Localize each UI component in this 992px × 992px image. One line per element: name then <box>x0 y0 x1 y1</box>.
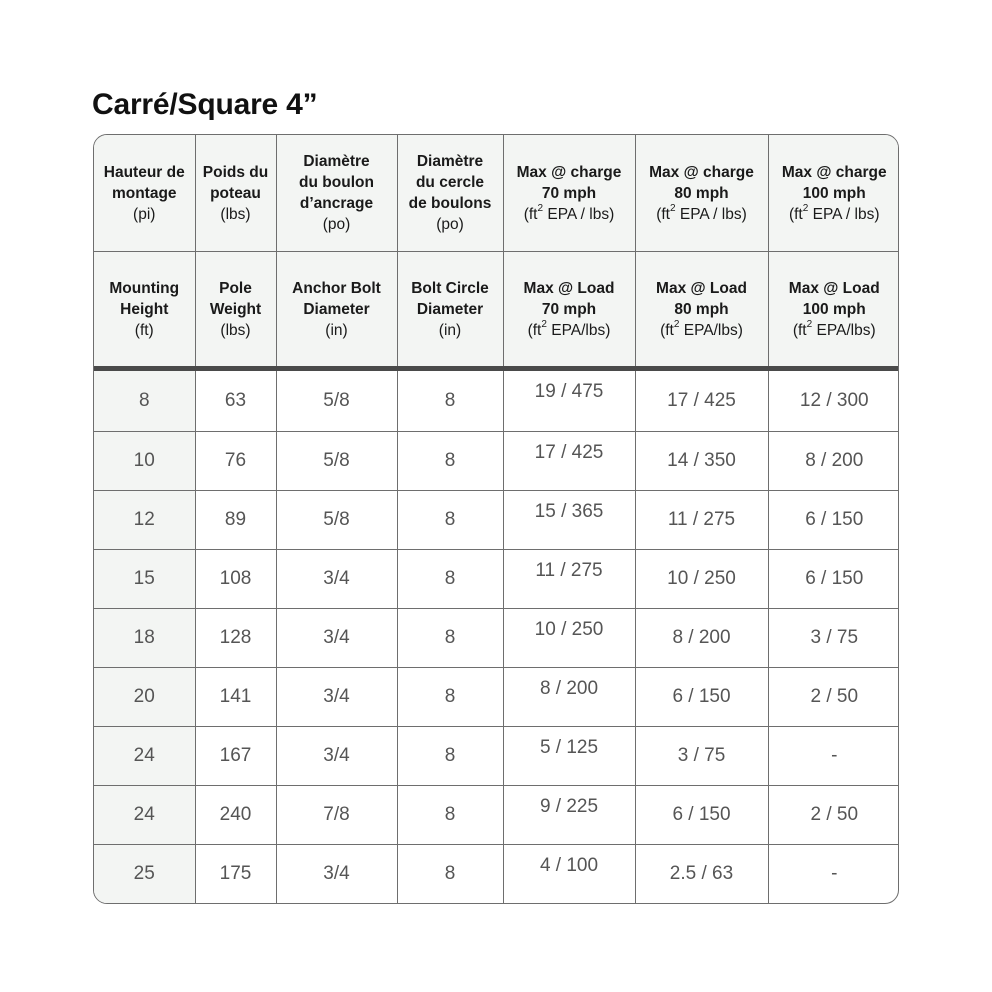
header-en-max-load-70mph <box>503 252 635 369</box>
unit-superscript: 2 <box>541 319 547 331</box>
cell-max-load-100mph: - <box>831 863 838 885</box>
cell-pole-weight: 108 <box>195 549 276 608</box>
header-label-line: Mounting <box>109 279 180 297</box>
cell-mounting-height: 10 <box>94 431 195 490</box>
header-fr-pole-weight <box>195 135 276 252</box>
cell-max-load-80mph: 17 / 425 <box>635 369 768 432</box>
header-en-mounting-height <box>94 252 195 369</box>
table-row <box>94 845 899 903</box>
spec-table <box>93 134 899 904</box>
cell-anchor-bolt-diameter: 5/8 <box>276 431 397 490</box>
cell-anchor-bolt-diameter: 3/4 <box>276 667 397 726</box>
table-row <box>94 490 899 549</box>
cell-mounting-height: 8 <box>94 369 195 432</box>
header-unit <box>771 320 899 341</box>
cell-pole-weight: 167 <box>195 727 276 786</box>
table-body <box>94 369 899 904</box>
unit-text: (ft <box>788 205 803 223</box>
unit-text: EPA/lbs) <box>679 321 743 339</box>
cell-max-load-100mph: 6 / 150 <box>768 549 899 608</box>
table-row <box>94 431 899 490</box>
cell-anchor-bolt-diameter: 3/4 <box>276 845 397 903</box>
header-label-line: 100 mph <box>802 300 866 318</box>
header-label-line: Max @ charge <box>516 163 622 181</box>
cell-max-load-80mph: 11 / 275 <box>635 490 768 549</box>
header-unit <box>771 204 899 225</box>
cell-mounting-height: 15 <box>94 549 195 608</box>
cell-pole-weight: 76 <box>195 431 276 490</box>
header-label-line: Poids du <box>202 163 269 181</box>
cell-max-load-70mph: 19 / 475 <box>503 369 635 432</box>
cell-bolt-circle-diameter: 8 <box>397 608 503 667</box>
header-label-line: du cercle <box>415 174 485 191</box>
unit-text: EPA/lbs) <box>812 321 876 339</box>
header-label-line: Diameter <box>416 300 484 318</box>
cell-bolt-circle-diameter: 8 <box>397 667 503 726</box>
cell-bolt-circle-diameter: 8 <box>397 490 503 549</box>
header-en-max-load-80mph <box>635 252 768 369</box>
cell-anchor-bolt-diameter: 3/4 <box>276 549 397 608</box>
cell-max-load-100mph: 2 / 50 <box>768 667 899 726</box>
unit-text: (ft <box>660 321 674 339</box>
cell-anchor-bolt-diameter: 3/4 <box>276 608 397 667</box>
header-fr-max-load-80mph <box>635 135 768 252</box>
cell-max-load-70mph: 17 / 425 <box>503 431 635 490</box>
unit-superscript: 2 <box>670 203 676 215</box>
header-fr-mounting-height <box>94 135 195 252</box>
cell-max-load-100mph: - <box>768 727 899 786</box>
unit-text: EPA / lbs) <box>543 205 615 223</box>
cell-max-load-70mph: 11 / 275 <box>503 549 635 608</box>
cell-max-load-80mph: 8 / 200 <box>635 608 768 667</box>
header-label-line: Max @ charge <box>649 163 754 181</box>
header-unit: (in) <box>438 321 462 339</box>
header-row-english <box>94 252 899 369</box>
header-label-line: Max @ charge <box>781 163 887 181</box>
cell-max-load-100mph: 3 / 75 <box>768 608 899 667</box>
cell-bolt-circle-diameter: 8 <box>397 549 503 608</box>
header-fr-max-load-100mph <box>768 135 899 252</box>
cell-pole-weight: 240 <box>195 786 276 845</box>
cell-pole-weight: 63 <box>195 369 276 432</box>
cell-bolt-circle-diameter: 8 <box>397 786 503 845</box>
header-en-anchor-bolt-diameter <box>276 252 397 369</box>
cell-max-load-80mph: 2.5 / 63 <box>635 845 768 903</box>
header-label-line: du boulon <box>299 174 374 191</box>
cell-max-load-70mph: 4 / 100 <box>503 845 635 903</box>
table-row <box>94 667 899 726</box>
table-row <box>94 786 899 845</box>
table-title: Carré/Square 4” <box>92 88 318 121</box>
unit-text: EPA / lbs) <box>675 205 747 223</box>
unit-superscript: 2 <box>802 203 809 215</box>
header-label-line: Bolt Circle <box>411 279 489 297</box>
cell-max-load-80mph: 6 / 150 <box>635 667 768 726</box>
cell-max-load-70mph: 10 / 250 <box>503 608 635 667</box>
header-unit <box>638 320 766 341</box>
cell-mounting-height: 24 <box>94 727 195 786</box>
header-unit: (lbs) <box>220 205 251 223</box>
header-label-line: 80 mph <box>674 300 729 318</box>
table-row <box>94 608 899 667</box>
cell-max-load-100mph: 8 / 200 <box>768 431 899 490</box>
table-row <box>94 369 899 432</box>
cell-bolt-circle-diameter: 8 <box>397 369 503 432</box>
table-row <box>94 727 899 786</box>
header-label-line: 100 mph <box>802 184 866 202</box>
header-en-pole-weight <box>195 252 276 369</box>
cell-pole-weight: 89 <box>195 490 276 549</box>
cell-max-load-100mph: 2 / 50 <box>768 786 899 845</box>
cell-max-load-70mph: 9 / 225 <box>503 786 635 845</box>
cell-max-load-80mph: 6 / 150 <box>635 786 768 845</box>
header-label-line: Diamètre <box>303 153 370 170</box>
header-unit <box>506 320 633 341</box>
cell-bolt-circle-diameter: 8 <box>397 845 503 903</box>
cell-max-load-70mph: 8 / 200 <box>503 667 635 726</box>
header-label-line: 80 mph <box>674 184 729 202</box>
header-label-line: Max @ Load <box>656 279 747 297</box>
header-label-line: Weight <box>209 300 262 318</box>
header-label-line: 70 mph <box>541 300 597 318</box>
header-label-line: d’ancrage <box>299 195 374 212</box>
cell-mounting-height: 12 <box>94 490 195 549</box>
unit-superscript: 2 <box>673 319 680 331</box>
cell-max-load-70mph: 5 / 125 <box>503 727 635 786</box>
header-label-line: Diameter <box>303 300 370 318</box>
header-unit <box>638 204 766 225</box>
cell-pole-weight: 175 <box>195 845 276 903</box>
header-unit: (in) <box>325 321 348 339</box>
header-unit: (lbs) <box>220 321 251 339</box>
header-label-line: Height <box>120 300 169 318</box>
header-unit: (pi) <box>133 205 156 223</box>
unit-text: (ft <box>656 205 670 223</box>
unit-text: EPA/lbs) <box>546 321 611 339</box>
header-fr-bolt-circle-diameter <box>397 135 503 252</box>
header-label-line: Max @ Load <box>523 279 615 297</box>
header-label-line: Pole <box>219 279 252 297</box>
cell-mounting-height: 20 <box>94 667 195 726</box>
header-label-line: 70 mph <box>541 184 597 202</box>
cell-mounting-height: 18 <box>94 608 195 667</box>
cell-anchor-bolt-diameter: 3/4 <box>276 727 397 786</box>
cell-anchor-bolt-diameter: 5/8 <box>276 369 397 432</box>
header-row-french <box>94 135 899 252</box>
header-label-line: poteau <box>210 184 261 202</box>
unit-text: EPA / lbs) <box>808 205 880 223</box>
cell-max-load-80mph: 10 / 250 <box>635 549 768 608</box>
cell-pole-weight: 128 <box>195 608 276 667</box>
header-fr-max-load-70mph <box>503 135 635 252</box>
header-label-line: Hauteur de <box>103 163 185 181</box>
header-en-bolt-circle-diameter <box>397 252 503 369</box>
unit-superscript: 2 <box>806 319 813 331</box>
cell-pole-weight: 141 <box>195 667 276 726</box>
header-label-line: Diamètre <box>416 153 484 170</box>
unit-superscript: 2 <box>537 203 544 215</box>
header-unit: (po) <box>436 216 464 233</box>
cell-anchor-bolt-diameter: 7/8 <box>276 786 397 845</box>
cell-max-load-100mph: 6 / 150 <box>768 490 899 549</box>
header-fr-anchor-bolt-diameter <box>276 135 397 252</box>
cell-bolt-circle-diameter: 8 <box>397 727 503 786</box>
header-unit <box>506 204 633 225</box>
unit-text: (ft <box>527 321 542 339</box>
cell-anchor-bolt-diameter: 5/8 <box>276 490 397 549</box>
header-unit: (ft) <box>134 321 154 339</box>
unit-text: (ft <box>523 205 538 223</box>
header-label-line: Anchor Bolt <box>292 279 381 297</box>
cell-max-load-80mph: 14 / 350 <box>635 431 768 490</box>
cell-mounting-height: 25 <box>94 845 195 903</box>
cell-max-load-100mph: 12 / 300 <box>768 369 899 432</box>
cell-mounting-height: 24 <box>94 786 195 845</box>
header-label-line: de boulons <box>408 195 492 212</box>
cell-max-load-80mph: 3 / 75 <box>635 727 768 786</box>
header-label-line: montage <box>111 184 177 202</box>
cell-bolt-circle-diameter: 8 <box>397 431 503 490</box>
header-unit: (po) <box>322 216 351 233</box>
unit-text: (ft <box>792 321 807 339</box>
table-row <box>94 549 899 608</box>
header-en-max-load-100mph <box>768 252 899 369</box>
header-label-line: Max @ Load <box>788 279 880 297</box>
cell-max-load-70mph: 15 / 365 <box>503 490 635 549</box>
pole-spec-table <box>94 135 899 903</box>
